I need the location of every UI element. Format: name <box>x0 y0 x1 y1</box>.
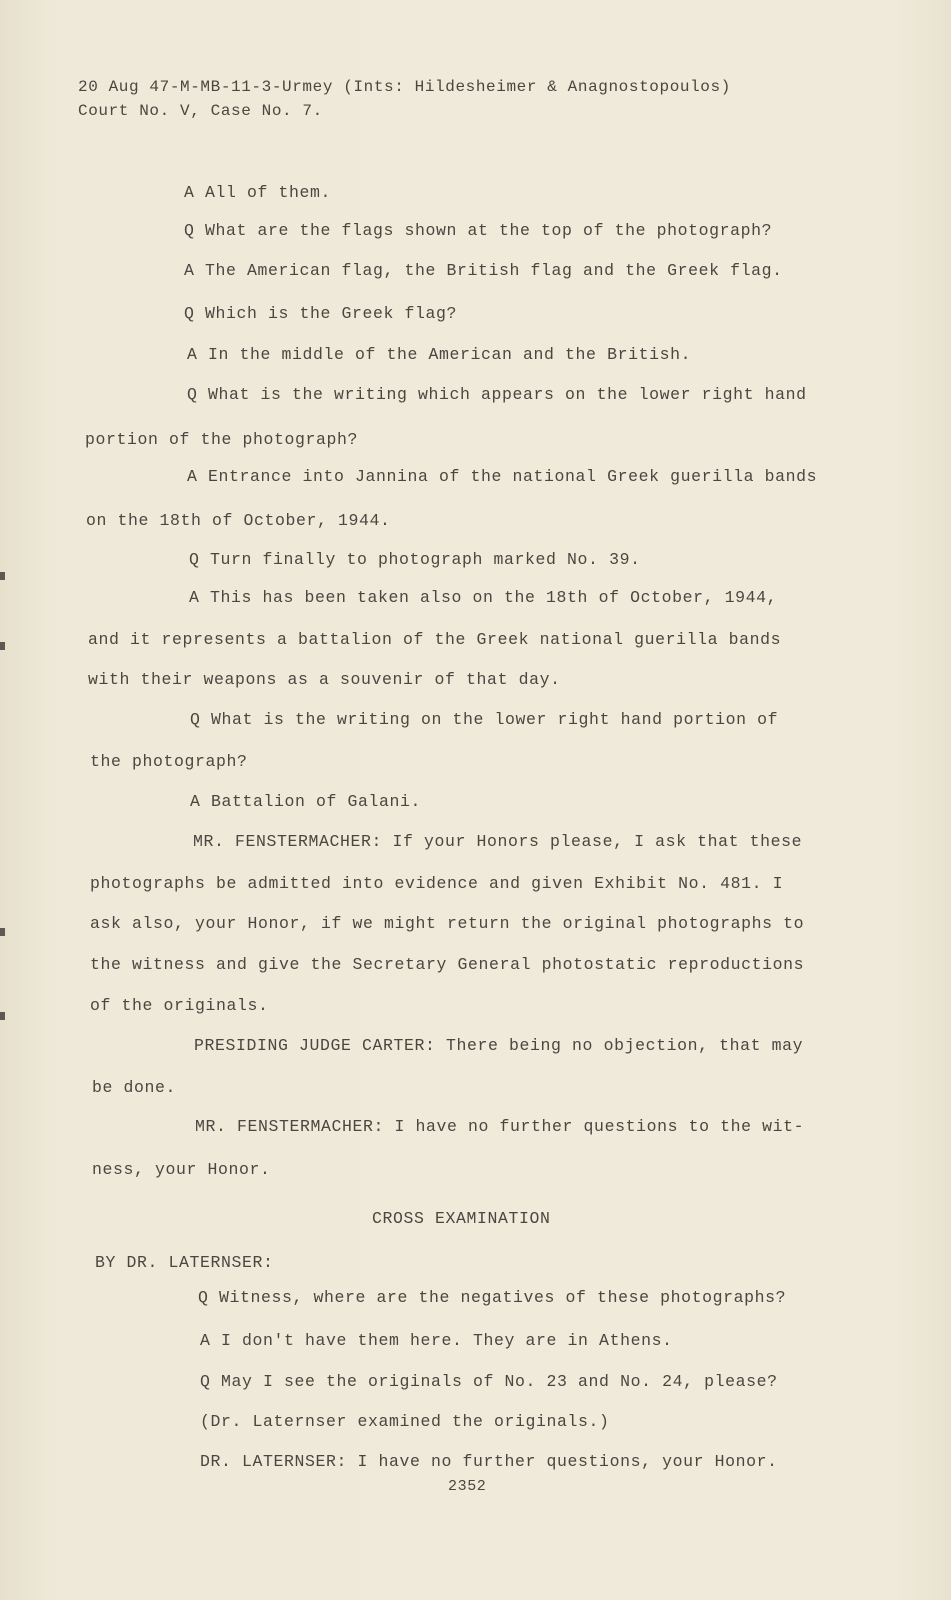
transcript-line: with their weapons as a souvenir of that day. <box>88 670 561 689</box>
transcript-line: and it represents a battalion of the Greek national guerilla bands <box>88 630 782 649</box>
transcript-line: (Dr. Laternser examined the originals.) <box>200 1412 610 1431</box>
header-line-1: 20 Aug 47-M-MB-11-3-Urmey (Ints: Hildesheimer & Anagnostopoulos) <box>78 78 731 96</box>
transcript-line: MR. FENSTERMACHER: If your Honors please, I ask that these <box>193 832 803 851</box>
transcript-line: A All of them. <box>184 183 332 202</box>
transcript-line: DR. LATERNSER: I have no further questions, your Honor. <box>200 1452 778 1471</box>
transcript-line: portion of the photograph? <box>85 430 359 449</box>
transcript-line: A In the middle of the American and the British. <box>187 345 692 364</box>
transcript-line: be done. <box>92 1078 177 1097</box>
transcript-line: Q Which is the Greek flag? <box>184 304 458 323</box>
transcript-line: A Battalion of Galani. <box>190 792 422 811</box>
section-heading: CROSS EXAMINATION <box>372 1209 551 1228</box>
transcript-line: ness, your Honor. <box>92 1160 271 1179</box>
transcript-line: A This has been taken also on the 18th of October, 1944, <box>189 588 778 607</box>
transcript-line: PRESIDING JUDGE CARTER: There being no objection, that may <box>194 1036 804 1055</box>
transcript-line: the photograph? <box>90 752 248 771</box>
binding-mark <box>0 642 5 650</box>
transcript-line: Q May I see the originals of No. 23 and No. 24, please? <box>200 1372 778 1391</box>
transcript-line: on the 18th of October, 1944. <box>86 511 391 530</box>
page-number: 2352 <box>448 1478 487 1495</box>
transcript-line: Q What is the writing which appears on the lower right hand <box>187 385 807 404</box>
transcript-line: MR. FENSTERMACHER: I have no further questions to the wit- <box>195 1117 805 1136</box>
transcript-line: the witness and give the Secretary General photostatic reproductions <box>90 955 805 974</box>
transcript-line: Q Witness, where are the negatives of these photographs? <box>198 1288 787 1307</box>
binding-mark <box>0 1012 5 1020</box>
transcript-line: A Entrance into Jannina of the national Greek guerilla bands <box>187 467 818 486</box>
transcript-line: A I don't have them here. They are in Athens. <box>200 1331 673 1350</box>
transcript-line: of the originals. <box>90 996 269 1015</box>
binding-mark <box>0 572 5 580</box>
examiner-heading: BY DR. LATERNSER: <box>95 1253 274 1272</box>
transcript-line: Q Turn finally to photograph marked No. 39. <box>189 550 641 569</box>
binding-mark <box>0 928 5 936</box>
transcript-line: A The American flag, the British flag and the Greek flag. <box>184 261 783 280</box>
transcript-line: ask also, your Honor, if we might return the original photographs to <box>90 914 805 933</box>
transcript-line: Q What is the writing on the lower right hand portion of <box>190 710 779 729</box>
transcript-line: Q What are the flags shown at the top of the photograph? <box>184 221 773 240</box>
header-line-2: Court No. V, Case No. 7. <box>78 102 323 120</box>
transcript-line: photographs be admitted into evidence and given Exhibit No. 481. I <box>90 874 784 893</box>
